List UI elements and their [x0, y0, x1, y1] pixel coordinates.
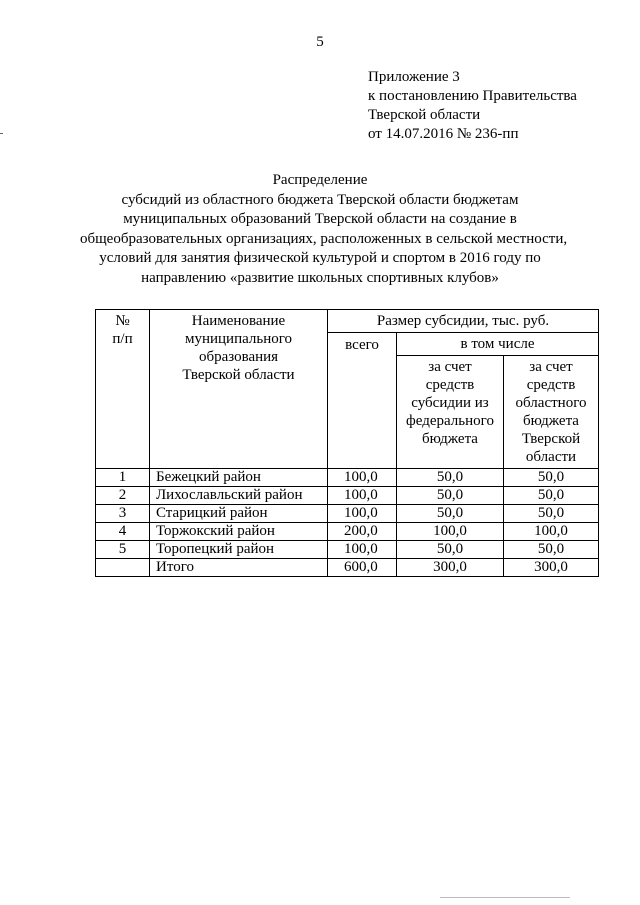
table-row	[96, 487, 599, 505]
cell-federal: 50,0	[397, 505, 504, 523]
cell-federal: 100,0	[397, 523, 504, 541]
appendix-line: Тверской области	[368, 107, 481, 123]
cell-regional: 50,0	[504, 487, 599, 505]
header-total: всего	[328, 333, 397, 469]
cell-name: Лихославльский район	[150, 487, 328, 505]
title-line: субсидий из областного бюджета Тверской области бюджетам	[121, 191, 519, 208]
cell-federal: 50,0	[397, 487, 504, 505]
cell-total: 200,0	[328, 523, 397, 541]
table-row	[96, 505, 599, 523]
title-line: условий для занятия физической культурой и спортом в 2016 году по	[99, 250, 541, 266]
cell-num	[96, 559, 150, 577]
appendix-line: Приложение 3	[368, 69, 460, 85]
cell-num: 5	[96, 541, 150, 559]
appendix-line: от 14.07.2016 № 236-пп	[368, 126, 519, 142]
cell-name: Итого	[150, 559, 328, 577]
scan-edge-line	[440, 897, 570, 898]
cell-total: 100,0	[328, 541, 397, 559]
cell-federal: 300,0	[397, 559, 504, 577]
cell-regional: 50,0	[504, 505, 599, 523]
page-number: 5	[316, 34, 324, 50]
total-row	[96, 559, 599, 577]
appendix-block	[368, 68, 577, 144]
cell-federal: 50,0	[397, 541, 504, 559]
header-num: № п/п	[96, 310, 150, 469]
cell-total: 600,0	[328, 559, 397, 577]
cell-num: 3	[96, 505, 150, 523]
title-line: муниципальных образований Тверской области на создание в	[123, 211, 517, 227]
cell-regional: 50,0	[504, 469, 599, 487]
cell-total: 100,0	[328, 505, 397, 523]
cell-total: 100,0	[328, 469, 397, 487]
header-name: Наименование муниципального образования Тверской области	[150, 310, 328, 469]
title-line: Распределение	[272, 172, 368, 188]
cell-regional: 100,0	[504, 523, 599, 541]
table-row	[96, 523, 599, 541]
table-row	[96, 541, 599, 559]
table-row	[96, 469, 599, 487]
cell-name: Торжокский район	[150, 523, 328, 541]
cell-num: 4	[96, 523, 150, 541]
document-title	[80, 171, 568, 288]
margin-mark	[0, 133, 3, 134]
appendix-line: к постановлению Правительства	[368, 88, 577, 104]
header-including: в том числе	[397, 333, 599, 356]
cell-regional: 50,0	[504, 541, 599, 559]
cell-num: 1	[96, 469, 150, 487]
cell-name: Старицкий район	[150, 505, 328, 523]
header-regional: за счет средств областного бюджета Тверской области	[504, 356, 599, 469]
header-federal: за счет средств субсидии из федерального бюджета	[397, 356, 504, 469]
subsidy-table	[95, 309, 599, 577]
cell-regional: 300,0	[504, 559, 599, 577]
cell-total: 100,0	[328, 487, 397, 505]
cell-federal: 50,0	[397, 469, 504, 487]
cell-name: Бежецкий район	[150, 469, 328, 487]
cell-num: 2	[96, 487, 150, 505]
title-line: направлению «развитие школьных спортивных клубов»	[141, 269, 499, 286]
header-size: Размер субсидии, тыс. руб.	[328, 310, 599, 333]
cell-name: Торопецкий район	[150, 541, 328, 559]
title-line: общеобразовательных организациях, расположенных в сельской местности,	[80, 230, 568, 247]
